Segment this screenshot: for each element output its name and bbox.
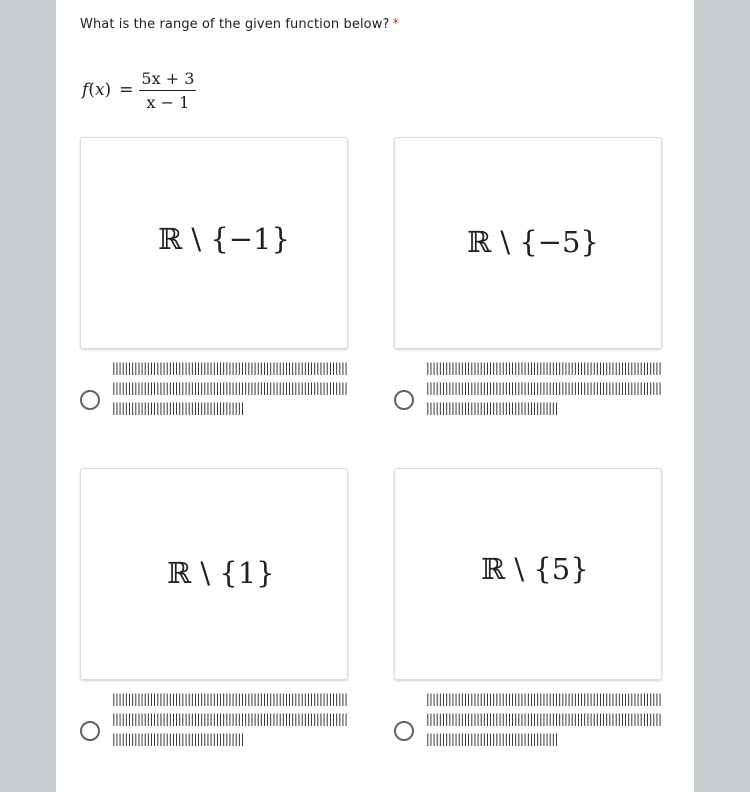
formula-close-paren: ): [104, 80, 112, 100]
formula-denominator: x − 1: [146, 92, 190, 112]
formula-x: x: [94, 80, 105, 100]
formula-open-paren: (: [88, 80, 95, 100]
formula-numerator: 5x + 3: [139, 69, 196, 91]
option-2-label[interactable]: ||||||||||||||||||||||||||||||||||||||||||||||||||||||||||||||||||||||||||||||||||||||||||||||||||||||||||||||||||||||||||||||||||||||||||||||||||||||||||||||||||||||||||||||||||||||||||||||||: [426, 361, 662, 415]
option-2-image[interactable]: [394, 137, 662, 349]
formula-lhs: [82, 80, 111, 100]
option-1-radio[interactable]: [80, 390, 100, 410]
option-1-label[interactable]: ||||||||||||||||||||||||||||||||||||||||||||||||||||||||||||||||||||||||||||||||||||||||||||||||||||||||||||||||||||||||||||||||||||||||||||||||||||||||||||||||||||||||||||||||||||||||||||||||: [112, 361, 348, 415]
required-asterisk: *: [392, 17, 400, 32]
option-3-label[interactable]: ||||||||||||||||||||||||||||||||||||||||||||||||||||||||||||||||||||||||||||||||||||||||||||||||||||||||||||||||||||||||||||||||||||||||||||||||||||||||||||||||||||||||||||||||||||||||||||||||: [112, 692, 348, 746]
option-1-math: ℝ \ {−1}: [158, 222, 290, 256]
option-1-image[interactable]: [80, 137, 348, 349]
option-3-image[interactable]: [80, 468, 348, 680]
question-title: [80, 17, 399, 32]
option-2-math: ℝ \ {−5}: [467, 225, 599, 259]
formula-f: f: [82, 80, 89, 100]
option-4-label[interactable]: ||||||||||||||||||||||||||||||||||||||||||||||||||||||||||||||||||||||||||||||||||||||||||||||||||||||||||||||||||||||||||||||||||||||||||||||||||||||||||||||||||||||||||||||||||||||||||||||||: [426, 692, 662, 746]
formula-equals: =: [119, 80, 134, 100]
function-formula: [82, 66, 196, 114]
formula-fraction: [139, 69, 196, 112]
option-3-math: ℝ \ {1}: [167, 556, 275, 590]
option-4-radio[interactable]: [394, 721, 414, 741]
option-3-radio[interactable]: [80, 721, 100, 741]
option-2-radio[interactable]: [394, 390, 414, 410]
option-4-math: ℝ \ {5}: [481, 552, 589, 586]
question-text: What is the range of the given function below?: [80, 17, 390, 32]
option-4-image[interactable]: [394, 468, 662, 680]
